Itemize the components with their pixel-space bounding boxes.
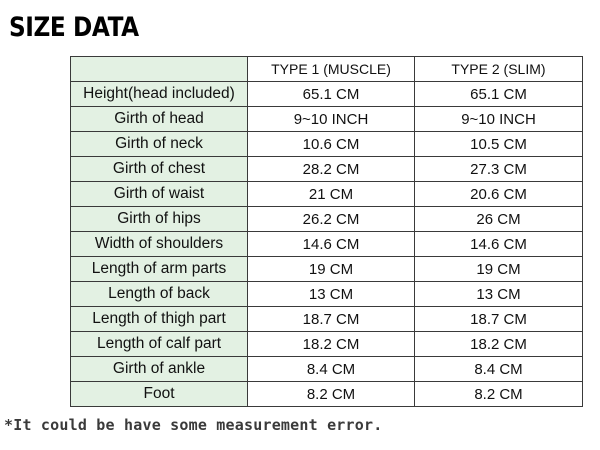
row-label-cell: Length of thigh part — [71, 307, 248, 332]
type2-value-cell: 9~10 INCH — [415, 107, 583, 132]
header-corner-cell — [71, 57, 248, 82]
column-header-type1: TYPE 1 (MUSCLE) — [248, 57, 415, 82]
row-label-cell: Girth of waist — [71, 182, 248, 207]
table-header — [71, 57, 583, 82]
row-label-cell: Height(head included) — [71, 82, 248, 107]
type1-value-cell: 26.2 CM — [248, 207, 415, 232]
type2-value-cell: 18.2 CM — [415, 332, 583, 357]
row-label-cell: Length of arm parts — [71, 257, 248, 282]
table-row — [71, 332, 583, 357]
row-label-cell: Length of calf part — [71, 332, 248, 357]
header-row — [71, 57, 583, 82]
table-row — [71, 382, 583, 407]
type2-value-cell: 65.1 CM — [415, 82, 583, 107]
type1-value-cell: 8.4 CM — [248, 357, 415, 382]
type2-value-cell: 13 CM — [415, 282, 583, 307]
row-label-cell: Girth of chest — [71, 157, 248, 182]
table-row — [71, 107, 583, 132]
table-row — [71, 132, 583, 157]
type2-value-cell: 26 CM — [415, 207, 583, 232]
table-row — [71, 282, 583, 307]
column-header-type2: TYPE 2 (SLIM) — [415, 57, 583, 82]
table-row — [71, 307, 583, 332]
measurement-footnote: *It could be have some measurement error. — [4, 416, 383, 434]
row-label-cell: Foot — [71, 382, 248, 407]
size-table — [70, 56, 583, 407]
type2-value-cell: 27.3 CM — [415, 157, 583, 182]
table-row — [71, 157, 583, 182]
type2-value-cell: 19 CM — [415, 257, 583, 282]
table-row — [71, 182, 583, 207]
type1-value-cell: 28.2 CM — [248, 157, 415, 182]
type1-value-cell: 18.2 CM — [248, 332, 415, 357]
table-row — [71, 257, 583, 282]
type2-value-cell: 20.6 CM — [415, 182, 583, 207]
page-title: SIZE DATA — [9, 12, 139, 43]
type1-value-cell: 19 CM — [248, 257, 415, 282]
type2-value-cell: 14.6 CM — [415, 232, 583, 257]
type1-value-cell: 10.6 CM — [248, 132, 415, 157]
row-label-cell: Girth of head — [71, 107, 248, 132]
type2-value-cell: 8.4 CM — [415, 357, 583, 382]
table-row — [71, 207, 583, 232]
type1-value-cell: 14.6 CM — [248, 232, 415, 257]
type1-value-cell: 18.7 CM — [248, 307, 415, 332]
row-label-cell: Girth of neck — [71, 132, 248, 157]
row-label-cell: Girth of hips — [71, 207, 248, 232]
table-row — [71, 232, 583, 257]
type1-value-cell: 65.1 CM — [248, 82, 415, 107]
type1-value-cell: 13 CM — [248, 282, 415, 307]
row-label-cell: Length of back — [71, 282, 248, 307]
type1-value-cell: 21 CM — [248, 182, 415, 207]
row-label-cell: Girth of ankle — [71, 357, 248, 382]
table-row — [71, 82, 583, 107]
type2-value-cell: 10.5 CM — [415, 132, 583, 157]
table-row — [71, 357, 583, 382]
type1-value-cell: 8.2 CM — [248, 382, 415, 407]
table-body — [71, 82, 583, 407]
type2-value-cell: 18.7 CM — [415, 307, 583, 332]
type1-value-cell: 9~10 INCH — [248, 107, 415, 132]
type2-value-cell: 8.2 CM — [415, 382, 583, 407]
row-label-cell: Width of shoulders — [71, 232, 248, 257]
